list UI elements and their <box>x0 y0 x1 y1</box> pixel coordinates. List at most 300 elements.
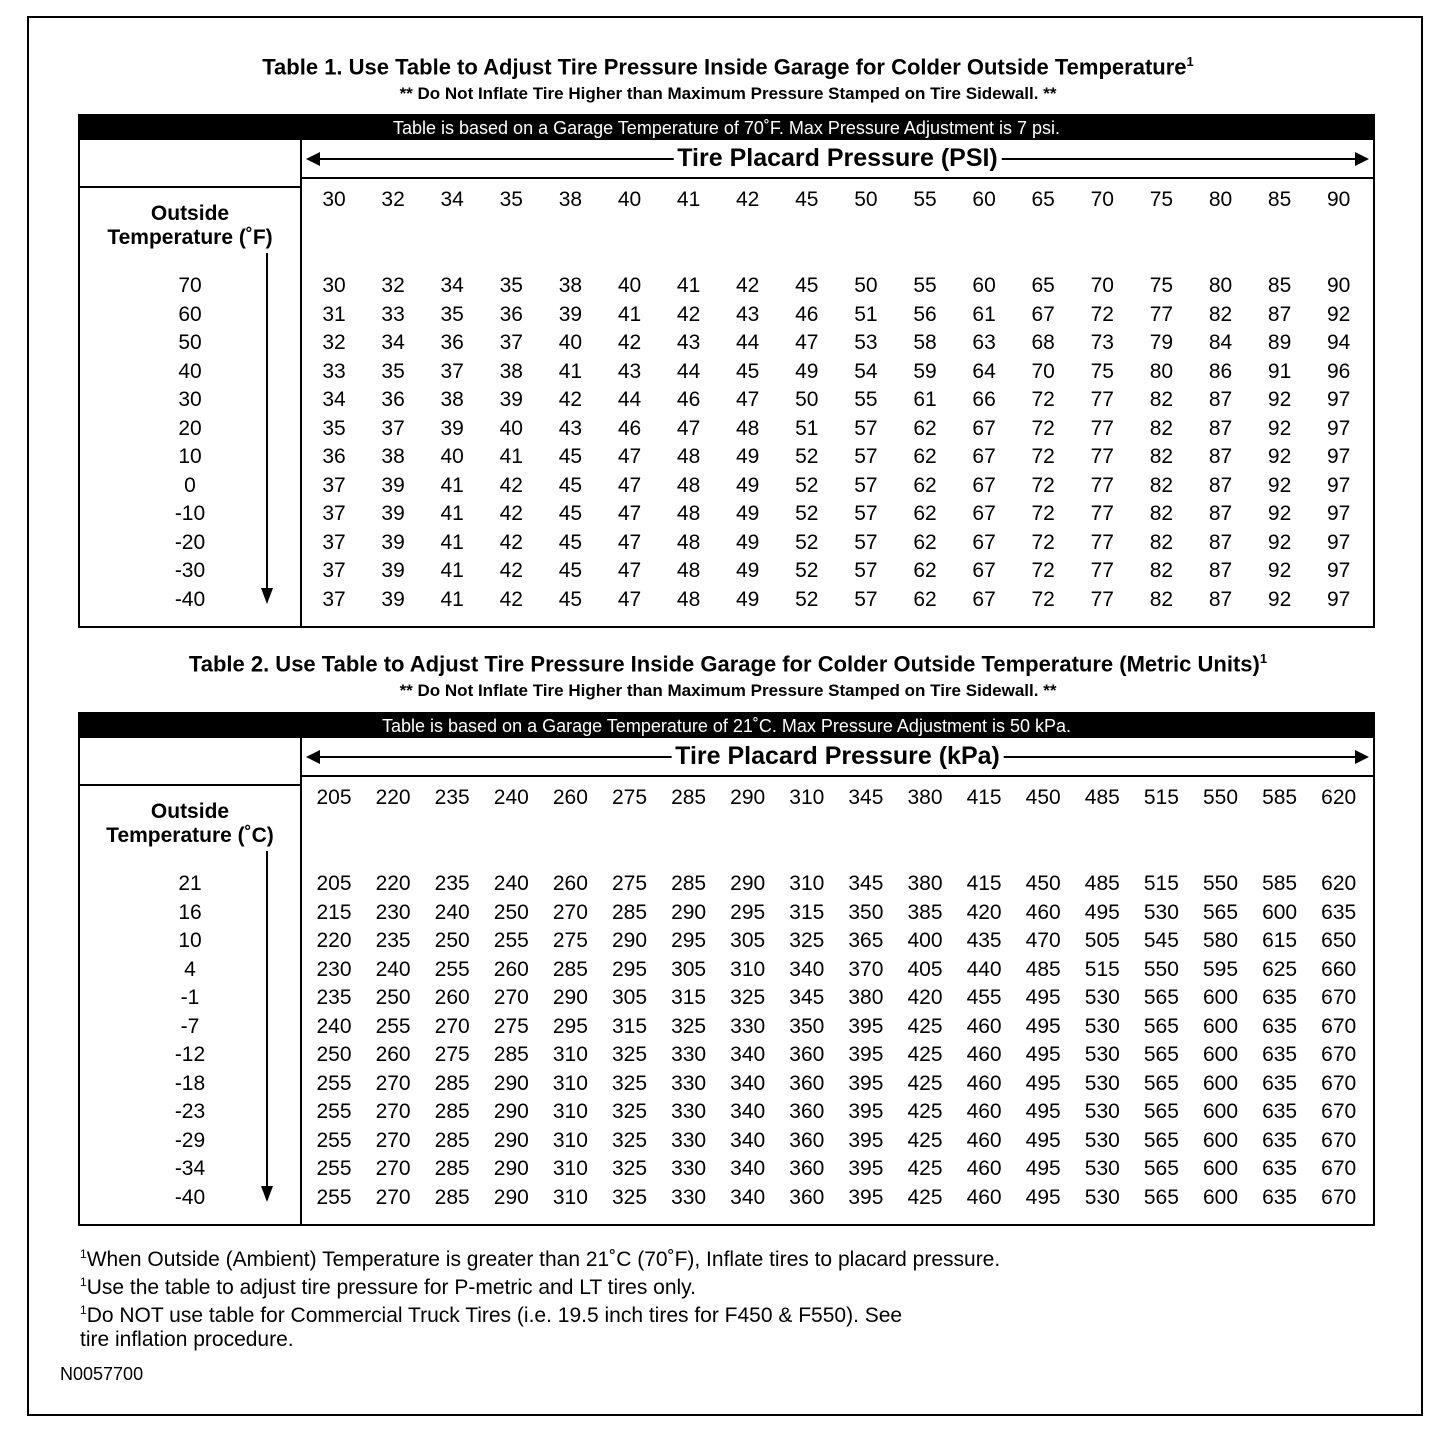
pressure-cell: 270 <box>552 900 588 924</box>
pressure-cell: 42 <box>499 530 523 554</box>
pressure-cell: 51 <box>854 302 878 326</box>
pressure-cell: 255 <box>316 1185 352 1209</box>
pressure-cell: 530 <box>1084 1157 1120 1180</box>
pressure-cell: 82 <box>1208 302 1233 326</box>
pressure-cell: 41 <box>558 359 583 383</box>
pressure-cell: 92 <box>1267 416 1292 440</box>
column-header: 50 <box>854 188 878 211</box>
pressure-cell: 97 <box>1327 502 1351 525</box>
pressure-cell: 530 <box>1143 900 1179 924</box>
pressure-cell: 325 <box>671 1014 707 1038</box>
pressure-cell: 37 <box>322 587 346 611</box>
column-header: 205 <box>316 786 352 809</box>
pressure-cell: 565 <box>1143 1157 1179 1180</box>
pressure-cell: 34 <box>440 274 464 297</box>
pressure-cell: 62 <box>913 502 937 525</box>
pressure-cell: 47 <box>617 530 642 554</box>
pressure-cell: 260 <box>375 1043 411 1066</box>
column-header: 32 <box>381 188 405 211</box>
pressure-cell: 600 <box>1202 1043 1239 1066</box>
pressure-cell: 53 <box>854 331 878 354</box>
pressure-cell: 97 <box>1327 587 1351 611</box>
pressure-cell: 42 <box>676 302 701 326</box>
pressure-cell: 39 <box>381 473 405 497</box>
pressure-cell: 635 <box>1262 1185 1298 1209</box>
pressure-cell: 70 <box>1031 359 1055 383</box>
pressure-cell: 62 <box>913 559 937 582</box>
pressure-cell: 285 <box>552 957 588 981</box>
temperature-cell: 21 <box>178 872 202 895</box>
temperature-cell: -40 <box>174 1185 206 1209</box>
pressure-cell: 97 <box>1327 445 1351 468</box>
pressure-cell: 44 <box>676 359 701 383</box>
pressure-cell: 235 <box>316 986 352 1009</box>
pressure-cell: 96 <box>1327 359 1351 383</box>
pressure-cell: 34 <box>322 388 346 411</box>
pressure-cell: 600 <box>1262 900 1298 924</box>
pressure-cell: 340 <box>730 1128 766 1152</box>
pressure-cell: 495 <box>1025 1100 1061 1123</box>
pressure-cell: 65 <box>1031 274 1055 297</box>
pressure-cell: 45 <box>558 502 583 525</box>
pressure-cell: 330 <box>671 1185 707 1209</box>
pressure-cell: 270 <box>434 1014 470 1038</box>
table2 <box>78 712 1375 1226</box>
pressure-cell: 405 <box>907 957 943 981</box>
pressure-cell: 73 <box>1090 331 1114 354</box>
temperature-cell: -23 <box>174 1100 206 1123</box>
temperature-cell: 20 <box>178 416 202 440</box>
pressure-cell: 91 <box>1267 359 1292 383</box>
pressure-cell: 255 <box>434 957 470 981</box>
pressure-cell: 460 <box>966 1128 1002 1152</box>
pressure-cell: 77 <box>1090 416 1114 440</box>
pressure-cell: 235 <box>375 929 411 952</box>
pressure-cell: 94 <box>1327 331 1351 354</box>
column-header: 310 <box>789 786 825 809</box>
pressure-cell: 61 <box>913 388 937 411</box>
pressure-cell: 42 <box>499 502 523 525</box>
pressure-cell: 32 <box>322 331 346 354</box>
temperature-cell: -10 <box>174 502 206 525</box>
pressure-cell: 635 <box>1262 1128 1298 1152</box>
pressure-cell: 295 <box>611 957 648 981</box>
pressure-cell: 39 <box>499 388 523 411</box>
temperature-cell: 0 <box>184 473 196 497</box>
pressure-cell: 80 <box>1149 359 1174 383</box>
pressure-cell: 305 <box>730 929 766 952</box>
pressure-cell: 50 <box>795 388 819 411</box>
pressure-cell: 425 <box>907 1157 943 1180</box>
column-header: 380 <box>907 786 943 809</box>
pressure-cell: 59 <box>913 359 937 383</box>
pressure-cell: 92 <box>1267 445 1292 468</box>
pressure-cell: 57 <box>854 473 878 497</box>
left-arrow-icon <box>306 152 320 166</box>
pressure-cell: 285 <box>611 900 648 924</box>
pressure-cell: 89 <box>1267 331 1292 354</box>
pressure-cell: 40 <box>499 416 523 440</box>
pressure-cell: 82 <box>1149 502 1174 525</box>
pressure-cell: 450 <box>1025 872 1061 895</box>
pressure-cell: 86 <box>1208 359 1233 383</box>
column-header: 60 <box>972 188 996 211</box>
pressure-cell: 470 <box>1025 929 1061 952</box>
pressure-cell: 600 <box>1202 986 1239 1009</box>
pressure-cell: 495 <box>1025 986 1061 1009</box>
pressure-cell: 35 <box>499 274 523 297</box>
table-row <box>80 956 1373 984</box>
pressure-cell: 325 <box>611 1128 648 1152</box>
pressure-cell: 455 <box>966 986 1002 1009</box>
pressure-cell: 42 <box>499 587 523 611</box>
column-header: 275 <box>611 786 648 809</box>
column-header: 415 <box>966 786 1002 809</box>
pressure-cell: 72 <box>1031 502 1055 525</box>
temperature-cell: 16 <box>178 900 202 924</box>
pressure-cell: 42 <box>736 274 760 297</box>
pressure-cell: 49 <box>736 473 760 497</box>
pressure-cell: 42 <box>499 559 523 582</box>
pressure-cell: 340 <box>730 1071 766 1095</box>
table1-placard-label: Tire Placard Pressure (PSI) <box>673 142 1002 174</box>
pressure-cell: 72 <box>1090 302 1114 326</box>
pressure-cell: 52 <box>795 587 819 611</box>
pressure-cell: 87 <box>1208 587 1233 611</box>
pressure-cell: 39 <box>440 416 464 440</box>
table-row <box>80 358 1373 386</box>
pressure-cell: 62 <box>913 587 937 611</box>
pressure-cell: 37 <box>381 416 405 440</box>
pressure-cell: 440 <box>966 957 1002 981</box>
pressure-cell: 270 <box>375 1157 411 1180</box>
table-row <box>80 1070 1373 1098</box>
pressure-cell: 47 <box>617 445 642 468</box>
pressure-cell: 82 <box>1149 388 1174 411</box>
pressure-cell: 670 <box>1321 1128 1357 1152</box>
table-row <box>80 1155 1373 1183</box>
pressure-cell: 52 <box>795 559 819 582</box>
pressure-cell: 530 <box>1084 986 1120 1009</box>
pressure-cell: 68 <box>1031 331 1055 354</box>
pressure-cell: 345 <box>789 986 825 1009</box>
pressure-cell: 82 <box>1149 530 1174 554</box>
column-header: 80 <box>1208 188 1233 211</box>
table1-placard-header <box>302 140 1373 177</box>
pressure-cell: 50 <box>854 274 878 297</box>
pressure-cell: 360 <box>789 1100 825 1123</box>
pressure-cell: 97 <box>1327 559 1351 582</box>
pressure-cell: 52 <box>795 473 819 497</box>
pressure-cell: 58 <box>913 331 937 354</box>
pressure-cell: 600 <box>1202 1071 1239 1095</box>
pressure-cell: 87 <box>1267 302 1292 326</box>
pressure-cell: 670 <box>1321 1185 1357 1209</box>
column-header: 220 <box>375 786 411 809</box>
table1-header-divider <box>300 177 1373 179</box>
pressure-cell: 77 <box>1090 473 1114 497</box>
pressure-cell: 345 <box>848 872 884 895</box>
pressure-cell: 36 <box>381 388 405 411</box>
pressure-cell: 47 <box>617 502 642 525</box>
pressure-cell: 425 <box>907 1128 943 1152</box>
pressure-cell: 380 <box>848 986 884 1009</box>
pressure-cell: 250 <box>434 929 470 952</box>
temperature-cell: 70 <box>178 274 202 297</box>
table2-row-header-line1: Outside <box>150 800 230 823</box>
pressure-cell: 62 <box>913 530 937 554</box>
pressure-cell: 285 <box>434 1071 470 1095</box>
pressure-cell: 92 <box>1267 587 1292 611</box>
pressure-cell: 48 <box>736 416 760 440</box>
table-row <box>80 984 1373 1012</box>
temperature-cell: 50 <box>178 331 202 354</box>
column-header: 30 <box>322 188 346 211</box>
pressure-cell: 325 <box>611 1185 648 1209</box>
pressure-cell: 215 <box>316 900 352 924</box>
pressure-cell: 92 <box>1267 473 1292 497</box>
pressure-cell: 340 <box>730 1100 766 1123</box>
pressure-cell: 425 <box>907 1014 943 1038</box>
pressure-cell: 35 <box>322 416 346 440</box>
pressure-cell: 400 <box>907 929 943 952</box>
pressure-cell: 55 <box>854 388 878 411</box>
pressure-cell: 220 <box>316 929 352 952</box>
pressure-cell: 82 <box>1149 559 1174 582</box>
pressure-cell: 650 <box>1321 929 1357 952</box>
table-row <box>80 927 1373 955</box>
pressure-cell: 315 <box>789 900 825 924</box>
pressure-cell: 270 <box>375 1128 411 1152</box>
pressure-cell: 315 <box>671 986 707 1009</box>
pressure-cell: 67 <box>972 416 996 440</box>
column-header: 285 <box>671 786 707 809</box>
pressure-cell: 330 <box>671 1157 707 1180</box>
pressure-cell: 48 <box>676 502 701 525</box>
pressure-cell: 67 <box>972 502 996 525</box>
pressure-cell: 460 <box>966 1157 1002 1180</box>
table-row <box>80 386 1373 414</box>
pressure-cell: 495 <box>1025 1157 1061 1180</box>
pressure-cell: 435 <box>966 929 1002 952</box>
pressure-cell: 37 <box>440 359 464 383</box>
column-header: 345 <box>848 786 884 809</box>
pressure-cell: 600 <box>1202 1014 1239 1038</box>
table1 <box>78 114 1375 628</box>
pressure-cell: 330 <box>671 1071 707 1095</box>
pressure-cell: 52 <box>795 502 819 525</box>
pressure-cell: 290 <box>493 1100 529 1123</box>
pressure-cell: 48 <box>676 530 701 554</box>
pressure-cell: 330 <box>730 1014 766 1038</box>
pressure-cell: 325 <box>611 1043 648 1066</box>
column-header: 260 <box>552 786 588 809</box>
pressure-cell: 87 <box>1208 559 1233 582</box>
pressure-cell: 97 <box>1327 473 1351 497</box>
pressure-cell: 92 <box>1267 559 1292 582</box>
temperature-cell: 10 <box>178 929 202 952</box>
pressure-cell: 295 <box>552 1014 588 1038</box>
pressure-cell: 45 <box>558 587 583 611</box>
table2-subtitle: ** Do Not Inflate Tire Higher than Maximum Pressure Stamped on Tire Sidewall. ** <box>399 681 1057 700</box>
pressure-cell: 55 <box>913 274 937 297</box>
pressure-cell: 290 <box>730 872 766 895</box>
pressure-cell: 47 <box>736 388 760 411</box>
pressure-cell: 550 <box>1143 957 1179 981</box>
table-row <box>80 529 1373 557</box>
pressure-cell: 395 <box>848 1014 884 1038</box>
pressure-cell: 72 <box>1031 559 1055 582</box>
table2-title: Table 2. Use Table to Adjust Tire Pressure Inside Garage for Colder Outside Temperature (Metric Units)$^1$ <box>188 651 1268 677</box>
pressure-cell: 325 <box>611 1100 648 1123</box>
column-header: 450 <box>1025 786 1061 809</box>
table-row <box>80 301 1373 329</box>
temperature-cell: -1 <box>180 986 200 1009</box>
pressure-cell: 45 <box>736 359 760 383</box>
table-row <box>80 870 1373 898</box>
pressure-cell: 635 <box>1321 900 1357 924</box>
pressure-cell: 43 <box>676 331 701 354</box>
footnote-3: $^1$Do NOT use table for Commercial Truck Tires (i.e. 19.5 inch tires for F450 & F550). See <box>80 1303 903 1327</box>
column-header: 40 <box>617 188 642 211</box>
pressure-cell: 530 <box>1084 1043 1120 1066</box>
pressure-cell: 46 <box>617 416 642 440</box>
pressure-cell: 57 <box>854 559 878 582</box>
pressure-cell: 420 <box>966 900 1002 924</box>
pressure-cell: 670 <box>1321 1100 1357 1123</box>
pressure-cell: 39 <box>381 587 405 611</box>
pressure-cell: 595 <box>1202 957 1239 981</box>
pressure-cell: 35 <box>440 302 464 326</box>
pressure-cell: 42 <box>617 331 642 354</box>
left-arrow-icon <box>306 750 320 764</box>
pressure-cell: 250 <box>493 900 529 924</box>
table-row <box>80 1041 1373 1069</box>
pressure-cell: 275 <box>611 872 648 895</box>
pressure-cell: 275 <box>434 1043 470 1066</box>
pressure-cell: 670 <box>1321 986 1357 1009</box>
pressure-cell: 330 <box>671 1100 707 1123</box>
pressure-cell: 285 <box>493 1043 529 1066</box>
column-header: 550 <box>1202 786 1239 809</box>
pressure-cell: 37 <box>322 530 346 554</box>
temperature-cell: -34 <box>174 1157 206 1180</box>
pressure-cell: 37 <box>322 473 346 497</box>
pressure-cell: 585 <box>1262 872 1298 895</box>
pressure-cell: 72 <box>1031 473 1055 497</box>
pressure-cell: 360 <box>789 1185 825 1209</box>
pressure-cell: 240 <box>316 1014 352 1038</box>
pressure-cell: 670 <box>1321 1157 1357 1180</box>
column-header: 240 <box>493 786 529 809</box>
pressure-cell: 255 <box>316 1071 352 1095</box>
pressure-cell: 36 <box>440 331 464 354</box>
pressure-cell: 615 <box>1262 929 1298 952</box>
column-header: 38 <box>558 188 583 211</box>
pressure-cell: 485 <box>1025 957 1061 981</box>
pressure-cell: 92 <box>1267 530 1292 554</box>
pressure-cell: 84 <box>1208 331 1233 354</box>
pressure-cell: 92 <box>1267 388 1292 411</box>
pressure-cell: 30 <box>322 274 346 297</box>
pressure-cell: 38 <box>499 359 523 383</box>
pressure-cell: 205 <box>316 872 352 895</box>
column-header: 70 <box>1090 188 1114 211</box>
pressure-cell: 460 <box>1025 900 1061 924</box>
table2-title-footnote-mark: 1 <box>1259 651 1268 666</box>
pressure-cell: 305 <box>611 986 648 1009</box>
temperature-cell: -18 <box>174 1071 206 1095</box>
pressure-cell: 460 <box>966 1185 1002 1209</box>
pressure-cell: 515 <box>1143 872 1179 895</box>
pressure-cell: 82 <box>1149 587 1174 611</box>
pressure-cell: 87 <box>1208 388 1233 411</box>
pressure-cell: 460 <box>966 1071 1002 1095</box>
temperature-cell: 10 <box>178 445 202 468</box>
pressure-cell: 77 <box>1090 388 1114 411</box>
pressure-cell: 49 <box>795 359 819 383</box>
pressure-cell: 290 <box>552 986 588 1009</box>
pressure-cell: 34 <box>381 331 405 354</box>
table-row <box>80 899 1373 927</box>
pressure-cell: 515 <box>1084 957 1120 981</box>
pressure-cell: 275 <box>493 1014 529 1038</box>
temperature-cell: -30 <box>174 559 206 582</box>
pressure-cell: 41 <box>440 530 464 554</box>
pressure-cell: 230 <box>375 900 411 924</box>
pressure-cell: 77 <box>1090 587 1114 611</box>
pressure-cell: 310 <box>552 1157 588 1180</box>
pressure-cell: 600 <box>1202 1157 1239 1180</box>
pressure-cell: 79 <box>1149 331 1174 354</box>
pressure-cell: 82 <box>1149 416 1174 440</box>
pressure-cell: 425 <box>907 1100 943 1123</box>
pressure-cell: 260 <box>434 986 470 1009</box>
table-row <box>80 1013 1373 1041</box>
pressure-cell: 235 <box>434 872 470 895</box>
pressure-cell: 41 <box>499 445 523 468</box>
footnote-mark: 1 <box>80 1275 87 1289</box>
pressure-cell: 31 <box>322 302 346 326</box>
pressure-cell: 310 <box>552 1071 588 1095</box>
pressure-cell: 97 <box>1327 388 1351 411</box>
pressure-cell: 47 <box>617 473 642 497</box>
pressure-cell: 290 <box>671 900 707 924</box>
pressure-cell: 35 <box>381 359 405 383</box>
pressure-cell: 580 <box>1202 929 1239 952</box>
pressure-cell: 85 <box>1267 274 1292 297</box>
table2-placard-header <box>302 738 1373 775</box>
pressure-cell: 47 <box>617 559 642 582</box>
table-row <box>80 1184 1373 1212</box>
footnote-3-continued: tire inflation procedure. <box>80 1328 294 1351</box>
pressure-cell: 380 <box>907 872 943 895</box>
pressure-cell: 290 <box>493 1185 529 1209</box>
pressure-cell: 87 <box>1208 530 1233 554</box>
pressure-cell: 52 <box>795 530 819 554</box>
pressure-cell: 41 <box>676 274 701 297</box>
pressure-cell: 57 <box>854 502 878 525</box>
pressure-cell: 41 <box>440 502 464 525</box>
pressure-cell: 49 <box>736 530 760 554</box>
column-header: 34 <box>440 188 464 211</box>
pressure-cell: 82 <box>1149 473 1174 497</box>
pressure-cell: 565 <box>1143 1071 1179 1095</box>
table1-subtitle: ** Do Not Inflate Tire Higher than Maximum Pressure Stamped on Tire Sidewall. ** <box>399 84 1057 103</box>
pressure-cell: 87 <box>1208 473 1233 497</box>
pressure-cell: 49 <box>736 445 760 468</box>
pressure-cell: 75 <box>1149 274 1174 297</box>
